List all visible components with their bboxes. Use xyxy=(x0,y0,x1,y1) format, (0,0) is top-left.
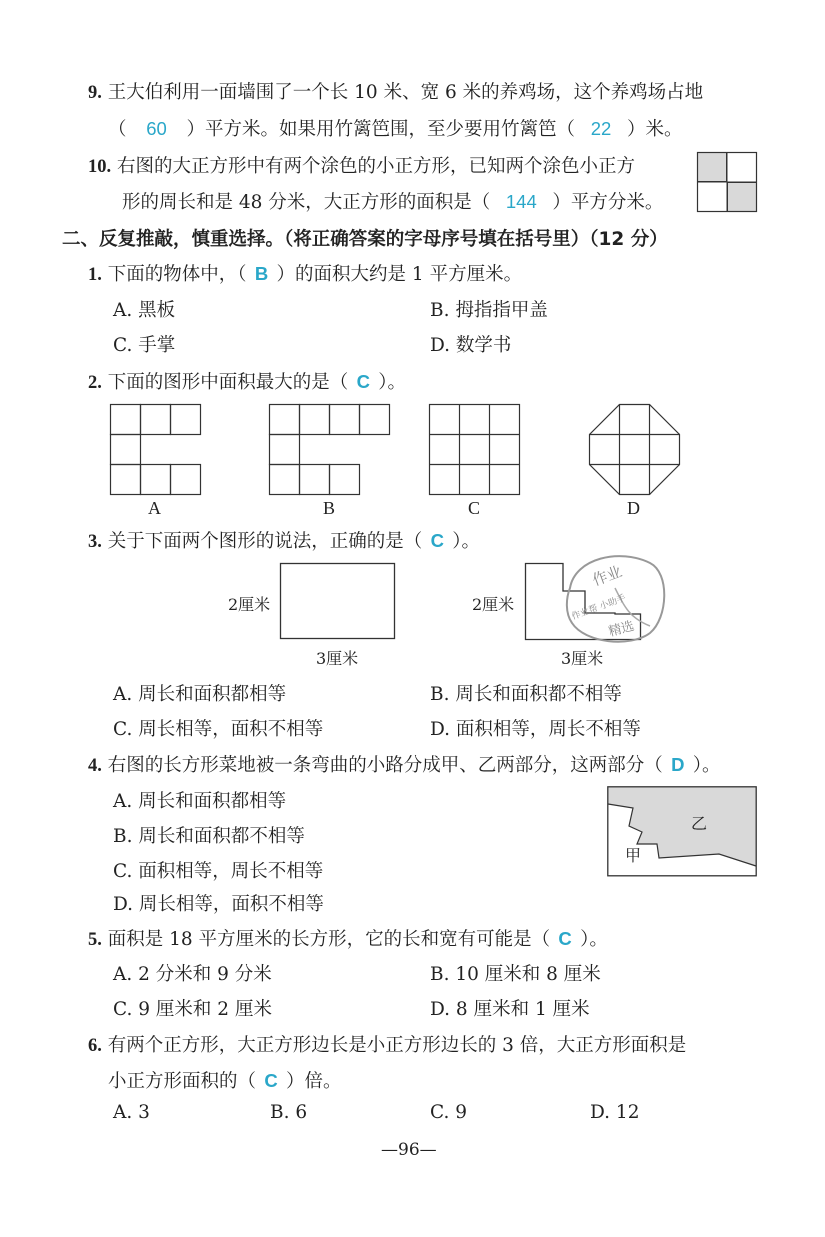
mc4-stem xyxy=(88,751,721,777)
mc1-text-2: ）的面积大约是 1 平方厘米。 xyxy=(276,264,523,285)
q9-line1 xyxy=(88,78,703,104)
mc4-option-a: A. 周长和面积都相等 xyxy=(113,791,287,812)
mc6-option-b: B. 6 xyxy=(270,1102,308,1123)
q9-answer-fence: 22 xyxy=(590,118,612,139)
mc4-region-a-label: 甲 xyxy=(625,846,642,865)
mc2-text-1: 下面的图形中面积最大的是（ xyxy=(107,372,349,393)
mc2-figure-d xyxy=(589,404,681,496)
mc6-option-c: C. 9 xyxy=(430,1102,468,1123)
mc3-text-1: 关于下面两个图形的说法，正确的是（ xyxy=(107,531,423,552)
mc2-label-d: D xyxy=(627,498,640,518)
mc3-answer: C xyxy=(430,530,444,551)
q9-paren-open: （ xyxy=(108,119,127,140)
mc6-option-d: D. 12 xyxy=(590,1102,640,1123)
mc5-text-1: 面积是 18 平方厘米的长方形，它的长和宽有可能是（ xyxy=(107,929,551,950)
mc1-stem xyxy=(88,260,522,286)
mc3-right-height-label: 2厘米 xyxy=(472,595,515,614)
mc1-answer: B xyxy=(254,263,269,284)
q9-text-2: ）平方米。如果用竹篱笆围，至少要用竹篱笆（ xyxy=(186,119,576,140)
q9-line2 xyxy=(108,115,683,141)
mc5-answer: C xyxy=(558,928,572,949)
mc6-number: 6. xyxy=(88,1036,102,1056)
mc3-left-height-label: 2厘米 xyxy=(228,595,271,614)
mc2-number: 2. xyxy=(88,373,102,393)
mc6-text-1: 有两个正方形，大正方形边长是小正方形边长的 3 倍，大正方形面积是 xyxy=(107,1035,687,1056)
mc3-number: 3. xyxy=(88,532,102,552)
mc3-left-width-label: 3厘米 xyxy=(316,649,359,668)
q9-text-3: ）米。 xyxy=(627,119,683,140)
mc4-number: 4. xyxy=(88,756,102,776)
mc5-number: 5. xyxy=(88,930,102,950)
mc3-option-c: C. 周长相等，面积不相等 xyxy=(113,719,324,740)
mc2-label-a: A xyxy=(148,498,161,518)
q10-text-1: 右图的大正方形中有两个涂色的小正方形，已知两个涂色小正方 xyxy=(117,156,636,177)
q10-square-figure xyxy=(697,152,757,212)
mc1-option-d: D. 数学书 xyxy=(430,335,512,356)
mc2-figure-a xyxy=(110,404,202,496)
mc3-option-b: B. 周长和面积都不相等 xyxy=(430,684,622,705)
mc4-option-c: C. 面积相等，周长不相等 xyxy=(113,861,324,882)
q10-number: 10. xyxy=(88,157,112,177)
page-number: —96— xyxy=(381,1140,437,1160)
mc2-label-c: C xyxy=(468,498,481,518)
mc5-option-a: A. 2 分米和 9 分米 xyxy=(113,964,272,985)
q9-answer-area: 60 xyxy=(146,118,167,139)
mc3-stem xyxy=(88,527,480,553)
mc4-option-d: D. 周长相等，面积不相等 xyxy=(113,894,324,915)
section-2-heading: 二、反复推敲，慎重选择。（将正确答案的字母序号填在括号里）（12 分） xyxy=(62,229,668,250)
mc6-option-a: A. 3 xyxy=(113,1102,150,1123)
mc1-number: 1. xyxy=(88,265,102,285)
mc4-answer: D xyxy=(671,754,685,775)
mc1-option-c: C. 手掌 xyxy=(113,335,176,356)
q10-text-2: 形的周长和是 48 分米，大正方形的面积是（ xyxy=(122,192,491,213)
stamp-text-bottom: 精选 xyxy=(607,618,637,641)
mc4-option-b: B. 周长和面积都不相等 xyxy=(113,826,305,847)
stamp-text-mid: 作业帮 小助手 xyxy=(570,593,628,623)
mc3-option-a: A. 周长和面积都相等 xyxy=(113,684,287,705)
q10-line1 xyxy=(88,152,635,178)
mc6-answer: C xyxy=(264,1070,278,1091)
q10-answer: 144 xyxy=(505,191,537,212)
mc2-text-2: ）。 xyxy=(378,372,407,393)
mc5-option-d: D. 8 厘米和 1 厘米 xyxy=(430,999,590,1020)
mc2-stem xyxy=(88,368,406,394)
q9-number: 9. xyxy=(88,83,102,103)
q9-text-1: 王大伯利用一面墙围了一个长 10 米、宽 6 米的养鸡场，这个养鸡场占地 xyxy=(107,82,704,103)
mc2-figure-c xyxy=(429,404,521,496)
mc4-region-b-label: 乙 xyxy=(691,814,708,833)
mc1-text-1: 下面的物体中，（ xyxy=(107,264,247,285)
mc1-option-b: B. 拇指指甲盖 xyxy=(430,300,548,321)
mc1-option-a: A. 黑板 xyxy=(113,300,176,321)
q10-line2 xyxy=(122,188,663,214)
mc3-left-rectangle xyxy=(280,563,396,640)
mc5-option-c: C. 9 厘米和 2 厘米 xyxy=(113,999,272,1020)
mc3-text-2: ）。 xyxy=(452,531,481,552)
mc6-text-2: 小正方形面积的（ xyxy=(108,1071,257,1092)
mc6-line1 xyxy=(88,1031,686,1057)
mc2-label-b: B xyxy=(323,498,336,518)
mc5-option-b: B. 10 厘米和 8 厘米 xyxy=(430,964,601,985)
mc5-text-2: ）。 xyxy=(580,929,608,950)
mc4-text-1: 右图的长方形菜地被一条弯曲的小路分成甲、乙两部分，这两部分（ xyxy=(107,755,663,776)
mc6-text-3: ）倍。 xyxy=(286,1071,342,1092)
mc3-right-width-label: 3厘米 xyxy=(561,649,604,668)
q10-text-3: ）平方分米。 xyxy=(552,192,664,213)
mc6-line2 xyxy=(108,1067,342,1093)
mc2-figure-b xyxy=(269,404,391,496)
mc2-answer: C xyxy=(356,371,370,392)
mc4-text-2: ）。 xyxy=(692,755,721,776)
stamp-text-top: 作业 xyxy=(589,562,625,590)
mc3-option-d: D. 面积相等，周长不相等 xyxy=(430,719,641,740)
mc5-stem xyxy=(88,925,608,951)
